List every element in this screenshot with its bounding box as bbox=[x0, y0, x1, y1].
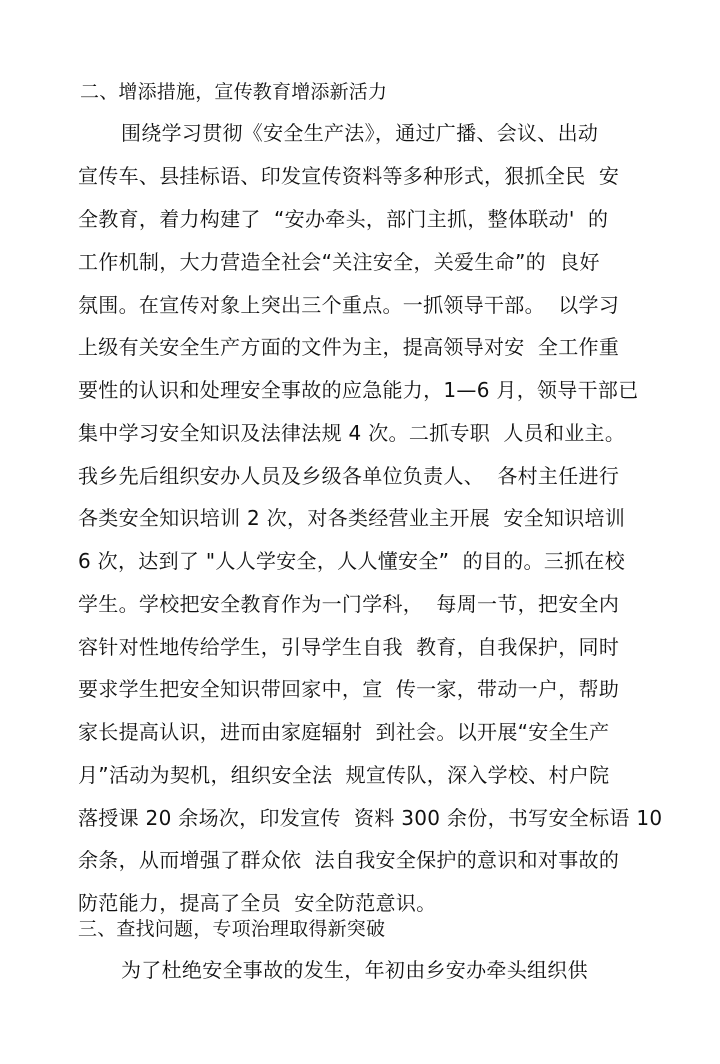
paragraph-line: 上级有关安全生产方面的文件为主，提高领导对安 全工作重 bbox=[78, 335, 620, 359]
section-heading-3: 三、查找问题，专项治理取得新突破 bbox=[78, 918, 386, 940]
paragraph-line: 防范能力，提高了全员 安全防范意识。 bbox=[78, 891, 437, 915]
section-heading-2: 二、增添措施，宣传教育增添新活力 bbox=[80, 81, 388, 103]
paragraph-line: 全教育，着力构建了 “安办牵头，部门主抓，整体联动' 的 bbox=[78, 207, 609, 231]
paragraph-line: 宣传车、县挂标语、印发宣传资料等多种形式，狠抓全民 安 bbox=[78, 164, 620, 188]
paragraph-line: 工作机制，大力营造全社会“关注安全，关爱生命”的 良好 bbox=[78, 250, 600, 274]
paragraph-line: 各类安全知识培训 2 次，对各类经营业主开展 安全知识培训 bbox=[78, 506, 626, 530]
paragraph-line: 为了杜绝安全事故的发生，年初由乡安办牵头组织供 bbox=[121, 958, 588, 982]
paragraph-line: 家长提高认识，进而由家庭辐射 到社会。以开展“安全生产 bbox=[78, 720, 610, 744]
paragraph-line: 氛围。在宣传对象上突出三个重点。一抓领导干部。 以学习 bbox=[78, 293, 620, 317]
paragraph-line: 余条，从而增强了群众依 法自我安全保护的意识和对事故的 bbox=[78, 848, 620, 872]
paragraph-line: 我乡先后组织安办人员及乡级各单位负责人、 各村主任进行 bbox=[78, 464, 620, 488]
paragraph-line: 月”活动为契机，组织安全法 规宣传队，深入学校、村户院 bbox=[78, 763, 610, 787]
paragraph-line: 集中学习安全知识及法律法规 4 次。二抓专职 人员和业主。 bbox=[78, 421, 626, 445]
paragraph-line: 6 次，达到了 "人人学安全，人人懂安全” 的目的。三抓在校 bbox=[78, 549, 626, 573]
paragraph-line: 容针对性地传给学生，引导学生自我 教育，自我保护，同时 bbox=[78, 635, 620, 659]
paragraph-line: 要性的认识和处理安全事故的应急能力，1—6 月，领导干部已 bbox=[78, 378, 639, 402]
paragraph-line: 学生。学校把安全教育作为一门学科， 每周一节，把安全内 bbox=[78, 592, 620, 616]
paragraph-line: 要求学生把安全知识带回家中，宣 传一家，带动一户，帮助 bbox=[78, 677, 620, 701]
paragraph-line: 落授课 20 余场次，印发宣传 资料 300 余份，书写安全标语 10 bbox=[78, 806, 663, 830]
paragraph-line: 围绕学习贯彻《安全生产法》，通过广播、会议、出动 bbox=[121, 121, 599, 145]
